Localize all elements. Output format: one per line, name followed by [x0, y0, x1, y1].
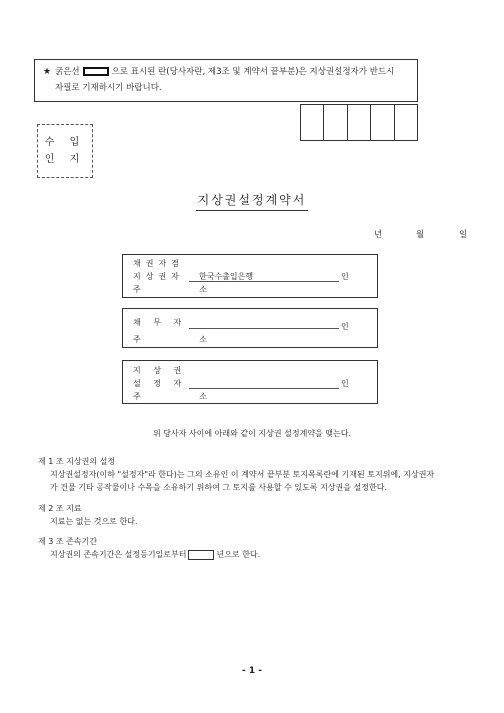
- article-3-text-before: 지상권의 존속기간은 설정등기일로부터: [50, 550, 187, 559]
- notice-line-2: 자필로 기재하시기 바랍니다.: [55, 83, 162, 93]
- party-creditor-box: [122, 254, 378, 298]
- creditor-name[interactable]: 한국수출입은행: [199, 272, 254, 281]
- star-icon: ★: [43, 67, 52, 77]
- creditor-seal: 인: [341, 272, 349, 281]
- revenue-stamp-line-1: 수 입: [44, 137, 86, 148]
- page-number: - 1 -: [242, 666, 262, 676]
- contract-intro: 위 당사자 사이에 아래와 같이 지상권 설정계약을 맺는다.: [152, 429, 352, 438]
- notice-box: [34, 59, 418, 102]
- grantor-label-3: 주 소: [133, 392, 235, 401]
- revenue-stamp-line-2: 인 지: [44, 154, 86, 165]
- debtor-seal: 인: [341, 322, 349, 331]
- creditor-name-underline: [189, 281, 339, 282]
- stamp-cell[interactable]: [395, 105, 417, 140]
- stamp-grid: [300, 104, 418, 141]
- document-title: 지상권설정계약서: [197, 193, 307, 207]
- stamp-cell[interactable]: [324, 105, 347, 140]
- article-3-heading: 제 3 조 존속기간: [38, 537, 98, 546]
- article-2-line-1: 지료는 없는 것으로 한다.: [50, 517, 138, 526]
- grantor-label-2: 설 정 자: [133, 379, 187, 388]
- bold-box-sample: [83, 67, 109, 76]
- notice-text-before: 굵은선: [55, 67, 80, 77]
- grantor-name-underline[interactable]: [189, 388, 339, 389]
- title-underline: [196, 210, 308, 211]
- party-debtor-box: [122, 308, 378, 348]
- stamp-cell[interactable]: [371, 105, 394, 140]
- notice-text-after: 으로 표시된 란(당사자란, 제3조 및 계약서 끝부분)은 지상권설정자가 반드시: [111, 67, 395, 77]
- date-year: 년: [374, 230, 383, 240]
- article-3-text-after: 년으로 한다.: [216, 550, 261, 559]
- debtor-label-2: 주 소: [133, 335, 235, 344]
- party-grantor-box: [122, 360, 378, 404]
- creditor-label-1: 채권자겸: [133, 259, 184, 268]
- article-1-heading: 제 1 조 지상권의 설정: [38, 457, 116, 466]
- revenue-stamp-box: [37, 124, 93, 178]
- grantor-label-1: 지 상 권: [133, 366, 187, 375]
- notice-line-1: [55, 64, 394, 80]
- article-2-heading: 제 2 조 지료: [38, 504, 82, 513]
- date-day: 일: [459, 230, 468, 240]
- creditor-label-2: 지상권자: [133, 272, 184, 281]
- stamp-cell[interactable]: [301, 105, 324, 140]
- article-3-line-1: [50, 549, 260, 560]
- duration-input-box[interactable]: [188, 550, 214, 560]
- date-month: 월: [416, 230, 425, 240]
- grantor-seal: 인: [341, 379, 349, 388]
- debtor-label-1: 채 무 자: [133, 318, 187, 327]
- debtor-name-underline[interactable]: [189, 328, 339, 329]
- creditor-label-3: 주 소: [133, 285, 235, 294]
- article-1-line-1: 지상권설정자(이하 "설정자"라 한다)는 그의 소유인 이 계약서 끝부분 토지목록란에 기재된 토지위에, 지상권자: [50, 470, 435, 479]
- stamp-cell[interactable]: [348, 105, 371, 140]
- article-1-line-2: 가 건물 기타 공작물이나 수목을 소유하기 위하여 그 토지를 사용할 수 있도록 지상권을 설정한다.: [50, 483, 387, 492]
